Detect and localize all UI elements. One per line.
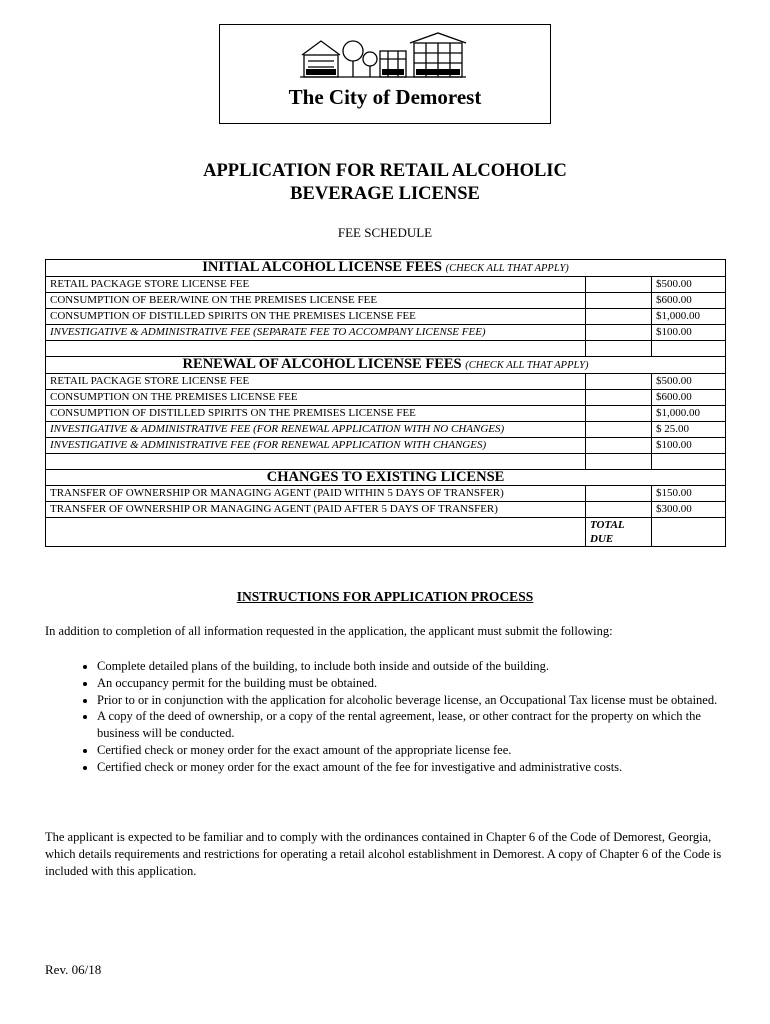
fee-table xyxy=(45,259,726,547)
fee-check-box[interactable] xyxy=(586,438,652,454)
requirements-list xyxy=(45,658,725,776)
fee-label: CONSUMPTION OF DISTILLED SPIRITS ON THE PREMISES LICENSE FEE xyxy=(46,406,586,422)
fee-check-box[interactable] xyxy=(586,486,652,502)
total-blank-cell xyxy=(46,518,586,547)
fee-row xyxy=(46,486,726,502)
fee-label: RETAIL PACKAGE STORE LICENSE FEE xyxy=(46,374,586,390)
fee-amount: $1,000.00 xyxy=(652,309,726,325)
renewal-fees-heading-note: (CHECK ALL THAT APPLY) xyxy=(465,360,589,371)
requirement-item: • Prior to or in conjunction with the application for alcoholic beverage license, an Occupational Tax license must be obtained. xyxy=(97,692,725,709)
fee-label: CONSUMPTION OF BEER/WINE ON THE PREMISES LICENSE FEE xyxy=(46,293,586,309)
fee-check-box[interactable] xyxy=(586,390,652,406)
total-label-line-1: TOTAL xyxy=(590,519,625,531)
city-name: The City of Demorest xyxy=(288,85,482,109)
fee-amount: $100.00 xyxy=(652,325,726,341)
changes-fees-heading xyxy=(46,470,726,486)
requirement-item: • An occupancy permit for the building must be obtained. xyxy=(97,675,725,692)
fee-amount: $100.00 xyxy=(652,438,726,454)
fee-row xyxy=(46,325,726,341)
fee-check-box[interactable] xyxy=(586,406,652,422)
page-title xyxy=(0,160,770,206)
requirement-item: • Certified check or money order for the exact amount of the appropriate license fee. xyxy=(97,742,725,759)
fee-row xyxy=(46,277,726,293)
closing-paragraph: The applicant is expected to be familiar and to comply with the ordinances contained in Chapter 6 of the Code of Demorest, Georgia, which details requirements and restrictions for operating a retail alcohol establishment in Demorest. A copy of Chapter 6 of the Code is included with this application. xyxy=(45,830,722,878)
fee-schedule-label: FEE SCHEDULE xyxy=(337,225,433,240)
initial-fees-heading-note: (CHECK ALL THAT APPLY) xyxy=(445,263,569,274)
spacer-cell xyxy=(46,454,586,470)
fee-amount: $600.00 xyxy=(652,390,726,406)
spacer-amount-cell xyxy=(652,454,726,470)
fee-check-box[interactable] xyxy=(586,374,652,390)
spacer-row xyxy=(46,341,726,357)
fee-label: TRANSFER OF OWNERSHIP OR MANAGING AGENT (PAID AFTER 5 DAYS OF TRANSFER) xyxy=(46,502,586,518)
requirement-item: • Complete detailed plans of the building, to include both inside and outside of the building. xyxy=(97,658,725,675)
fee-label: CONSUMPTION ON THE PREMISES LICENSE FEE xyxy=(46,390,586,406)
renewal-fees-heading xyxy=(46,357,726,374)
instructions-heading: INSTRUCTIONS FOR APPLICATION PROCESS xyxy=(236,589,534,604)
fee-label: INVESTIGATIVE & ADMINISTRATIVE FEE (FOR RENEWAL APPLICATION WITH NO CHANGES) xyxy=(46,422,586,438)
changes-fees-heading-row xyxy=(46,470,726,486)
spacer-check-cell[interactable] xyxy=(586,341,652,357)
renewal-fees-heading-row xyxy=(46,357,726,374)
spacer-cell xyxy=(46,341,586,357)
fee-label: TRANSFER OF OWNERSHIP OR MANAGING AGENT (PAID WITHIN 5 DAYS OF TRANSFER) xyxy=(46,486,586,502)
spacer-amount-cell xyxy=(652,341,726,357)
initial-fees-heading-text: INITIAL ALCOHOL LICENSE FEES xyxy=(202,259,442,275)
fee-check-box[interactable] xyxy=(586,325,652,341)
fee-check-box[interactable] xyxy=(586,293,652,309)
fee-amount: $600.00 xyxy=(652,293,726,309)
total-label-line-2: DUE xyxy=(590,533,614,545)
fee-table-body xyxy=(46,260,726,547)
fee-row xyxy=(46,309,726,325)
fee-amount: $1,000.00 xyxy=(652,406,726,422)
fee-amount: $500.00 xyxy=(652,374,726,390)
fee-row xyxy=(46,438,726,454)
fee-amount: $150.00 xyxy=(652,486,726,502)
city-logo-box xyxy=(219,24,551,124)
fee-row xyxy=(46,293,726,309)
fee-label: CONSUMPTION OF DISTILLED SPIRITS ON THE PREMISES LICENSE FEE xyxy=(46,309,586,325)
fee-row xyxy=(46,502,726,518)
initial-fees-heading-row xyxy=(46,260,726,277)
fee-row xyxy=(46,374,726,390)
spacer-check-cell[interactable] xyxy=(586,454,652,470)
fee-check-box[interactable] xyxy=(586,277,652,293)
revision-label: Rev. 06/18 xyxy=(45,962,102,977)
total-due-label xyxy=(586,518,652,547)
fee-row xyxy=(46,390,726,406)
fee-check-box[interactable] xyxy=(586,309,652,325)
fee-row xyxy=(46,422,726,438)
fee-label: RETAIL PACKAGE STORE LICENSE FEE xyxy=(46,277,586,293)
fee-check-box[interactable] xyxy=(586,422,652,438)
requirement-item: • A copy of the deed of ownership, or a copy of the rental agreement, lease, or other contract for the property on which the business will be conducted. xyxy=(97,708,725,742)
fee-amount: $500.00 xyxy=(652,277,726,293)
fee-row xyxy=(46,406,726,422)
title-line-2: BEVERAGE LICENSE xyxy=(290,184,480,204)
requirement-item: • Certified check or money order for the exact amount of the fee for investigative and administrative costs. xyxy=(97,759,725,776)
fee-label: INVESTIGATIVE & ADMINISTRATIVE FEE (FOR RENEWAL APPLICATION WITH CHANGES) xyxy=(46,438,586,454)
renewal-fees-heading-text: RENEWAL OF ALCOHOL LICENSE FEES xyxy=(182,356,462,372)
instructions-intro: In addition to completion of all information requested in the application, the applicant must submit the following: xyxy=(45,624,613,638)
total-due-amount-field[interactable] xyxy=(652,518,726,547)
title-line-1: APPLICATION FOR RETAIL ALCOHOLIC xyxy=(203,161,567,181)
spacer-row xyxy=(46,454,726,470)
fee-amount: $ 25.00 xyxy=(652,422,726,438)
fee-check-box[interactable] xyxy=(586,502,652,518)
fee-label: INVESTIGATIVE & ADMINISTRATIVE FEE (SEPARATE FEE TO ACCOMPANY LICENSE FEE) xyxy=(46,325,586,341)
total-row xyxy=(46,518,726,547)
initial-fees-heading xyxy=(46,260,726,277)
city-buildings-illustration xyxy=(298,29,468,85)
changes-fees-heading-text: CHANGES TO EXISTING LICENSE xyxy=(266,469,505,485)
fee-amount: $300.00 xyxy=(652,502,726,518)
